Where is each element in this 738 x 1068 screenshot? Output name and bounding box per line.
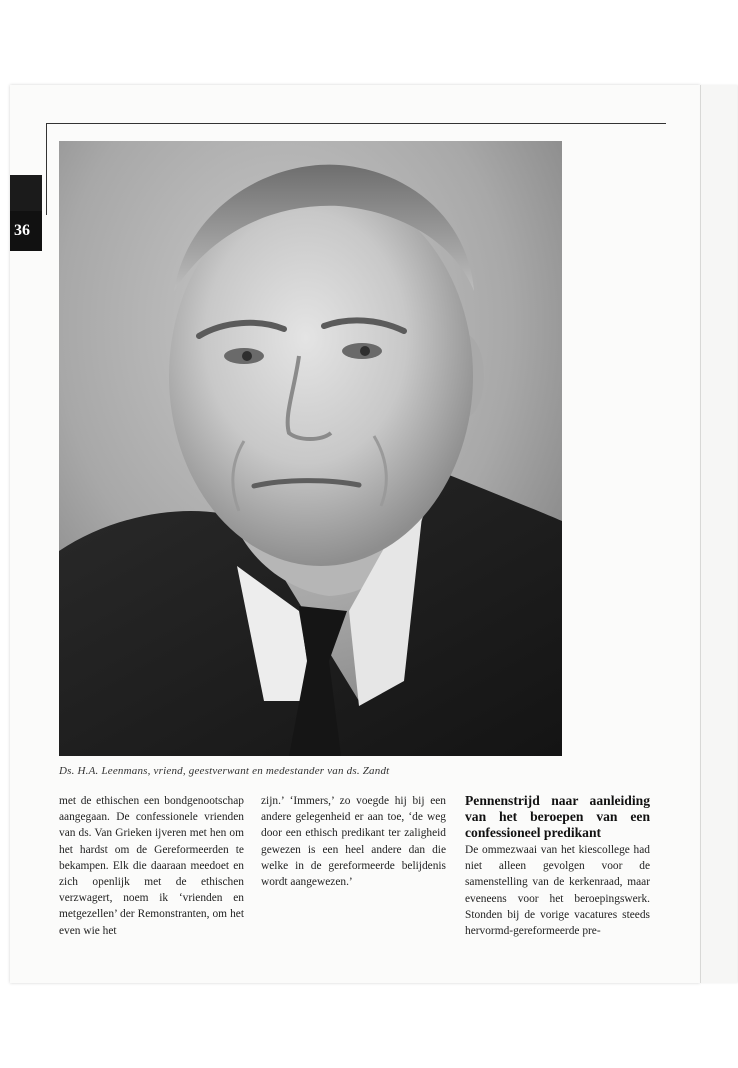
section-body: De ommezwaai van het kiescollege had niet alleen gevolgen voor de samenstelling van de kerkenraad, maar eveneens voor het beroepingswerk. Stonden bij de vorige vacatures steeds hervormd-gereformeerde pre- [465, 844, 650, 938]
page-number: 36 [10, 211, 42, 251]
text-column-1: met de ethischen een bondgenootschap aangegaan. De confessionele vrienden van ds. Van Grieken ijveren met hen om het hardst om de Gereformeerden te bekampen. Elk die daaraan meedoet en zich openlijk met de ethischen verzwagert, noem ik ‘vrienden en metgezellen’ der Remonstranten, om het even wie het [59, 795, 244, 937]
page-tab [10, 175, 42, 211]
left-rule [46, 123, 47, 215]
portrait-photo [59, 141, 562, 756]
section-heading: Pennenstrijd naar aanleiding van het beroepen van een confessioneel predikant [465, 793, 650, 840]
photo-caption: Ds. H.A. Leenmans, vriend, geestverwant en medestander van ds. Zandt [59, 765, 390, 777]
next-page-edge [700, 85, 737, 983]
text-column-2: zijn.’ ‘Immers,’ zo voegde hij bij een andere gelegenheid er aan toe, ‘de weg door een ethisch predikant ter zaligheid gewezen is een heel andere dan die welke in de gereformeerde belijdenis wordt aangewezen.’ [261, 795, 446, 889]
top-rule [46, 123, 666, 124]
text-column-3 [465, 793, 650, 939]
